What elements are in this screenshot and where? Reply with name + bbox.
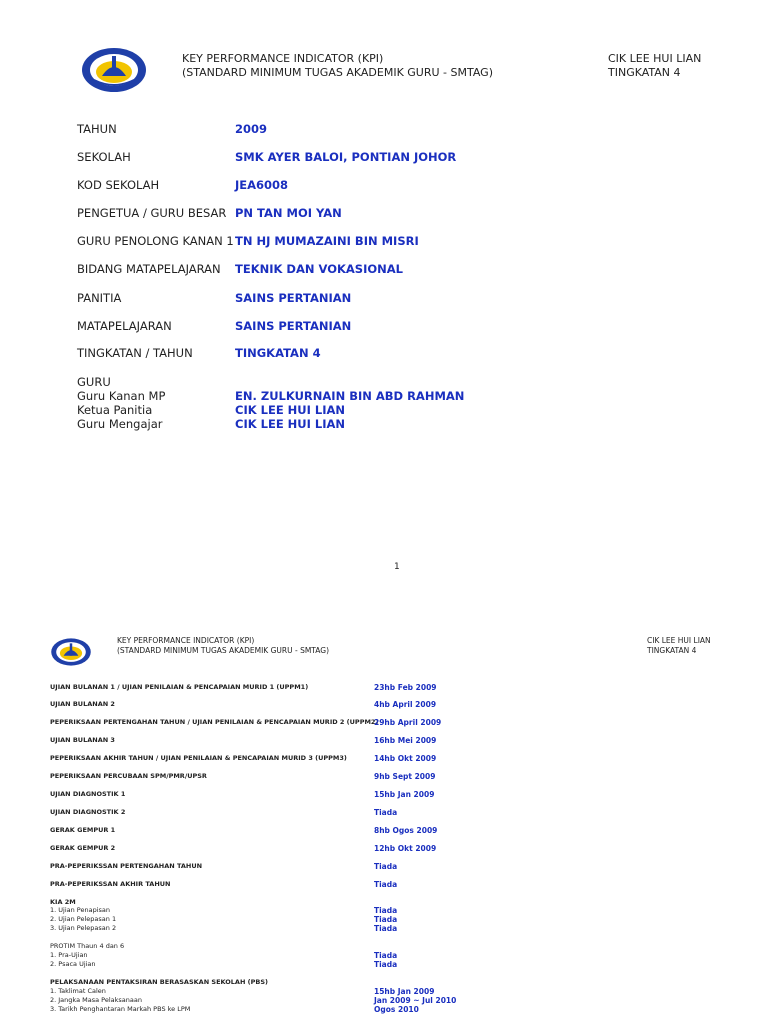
protim-item-2: 2. Psaca Ujian bbox=[50, 960, 96, 968]
exam-label-uppm2: PEPERIKSAAN PERTENGAHAN TAHUN / UJIAN PENILAIAN & PENCAPAIAN MURID 2 (UPPM2) bbox=[50, 718, 379, 726]
exam-date-uppm3: 14hb Okt 2009 bbox=[374, 754, 437, 763]
exam-label-diagnostik1: UJIAN DIAGNOSTIK 1 bbox=[50, 790, 126, 798]
header2-title: KEY PERFORMANCE INDICATOR (KPI) (STANDARD MINIMUM TUGAS AKADEMIK GURU - SMTAG) bbox=[117, 636, 330, 655]
guru-value-ketua: CIK LEE HUI LIAN bbox=[235, 403, 346, 417]
pbs-value-3: Ogos 2010 bbox=[374, 1005, 419, 1014]
field-value-kod: JEA6008 bbox=[235, 178, 289, 192]
field-label-tingkatan: TINGKATAN / TAHUN bbox=[77, 346, 193, 360]
header-title: KEY PERFORMANCE INDICATOR (KPI) (STANDARD MINIMUM TUGAS AKADEMIK GURU - SMTAG) bbox=[182, 52, 493, 79]
field-value-gpk1: TN HJ MUMAZAINI BIN MISRI bbox=[235, 234, 419, 248]
exam-label-ub3: UJIAN BULANAN 3 bbox=[50, 736, 115, 744]
exam-date-gempur1: 8hb Ogos 2009 bbox=[374, 826, 438, 835]
pbs-item-1: 1. Taklimat Calen bbox=[50, 987, 106, 995]
ppd-logo-small bbox=[50, 637, 92, 667]
exam-label-gempur1: GERAK GEMPUR 1 bbox=[50, 826, 116, 834]
guru-heading: GURU bbox=[77, 375, 111, 389]
field-label-kod: KOD SEKOLAH bbox=[77, 178, 160, 192]
field-label-sekolah: SEKOLAH bbox=[77, 150, 131, 164]
guru-label-mengajar: Guru Mengajar bbox=[77, 417, 163, 431]
exam-label-gempur2: GERAK GEMPUR 2 bbox=[50, 844, 116, 852]
exam-label-pra-pertengahan: PRA-PEPERIKSSAN PERTENGAHAN TAHUN bbox=[50, 862, 203, 870]
group-heading-protim: PROTIM Thaun 4 dan 6 bbox=[50, 942, 125, 950]
exam-date-pra-pertengahan: Tiada bbox=[374, 862, 398, 871]
exam-label-uppm3: PEPERIKSAAN AKHIR TAHUN / UJIAN PENILAIAN & PENCAPAIAN MURID 3 (UPPM3) bbox=[50, 754, 347, 762]
header2-teacher: CIK LEE HUI LIAN TINGKATAN 4 bbox=[647, 636, 711, 655]
kia2m-value-3: Tiada bbox=[374, 924, 398, 933]
page-number: 1 bbox=[394, 562, 400, 572]
field-value-panitia: SAINS PERTANIAN bbox=[235, 291, 352, 305]
field-label-bidang: BIDANG MATAPELAJARAN bbox=[77, 262, 221, 276]
group-heading-kia2m: KIA 2M bbox=[50, 898, 76, 906]
field-value-tingkatan: TINGKATAN 4 bbox=[235, 346, 321, 360]
kia2m-value-1: Tiada bbox=[374, 906, 398, 915]
exam-date-pra-akhir: Tiada bbox=[374, 880, 398, 889]
protim-item-1: 1. Pra-Ujian bbox=[50, 951, 88, 959]
exam-label-uppm1: UJIAN BULANAN 1 / UJIAN PENILAIAN & PENCAPAIAN MURID 1 (UPPM1) bbox=[50, 683, 309, 691]
exam-date-uppm1: 23hb Feb 2009 bbox=[374, 683, 437, 692]
field-label-gpk1: GURU PENOLONG KANAN 1 bbox=[77, 234, 234, 248]
guru-label-ketua: Ketua Panitia bbox=[77, 403, 153, 417]
group-heading-pbs: PELAKSANAAN PENTAKSIRAN BERASASKAN SEKOLAH (PBS) bbox=[50, 978, 269, 986]
exam-date-ub3: 16hb Mei 2009 bbox=[374, 736, 437, 745]
field-value-pengetua: PN TAN MOI YAN bbox=[235, 206, 342, 220]
kia2m-value-2: Tiada bbox=[374, 915, 398, 924]
pbs-value-2: Jan 2009 ~ Jul 2010 bbox=[374, 996, 457, 1005]
protim-value-1: Tiada bbox=[374, 951, 398, 960]
protim-value-2: Tiada bbox=[374, 960, 398, 969]
exam-date-diagnostik2: Tiada bbox=[374, 808, 398, 817]
exam-label-ub2: UJIAN BULANAN 2 bbox=[50, 700, 115, 708]
exam-label-pra-akhir: PRA-PEPERIKSSAN AKHIR TAHUN bbox=[50, 880, 171, 888]
exam-date-percubaan: 9hb Sept 2009 bbox=[374, 772, 436, 781]
pbs-item-3: 3. Tarikh Penghantaran Markah PBS ke LPM bbox=[50, 1005, 191, 1013]
exam-date-gempur2: 12hb Okt 2009 bbox=[374, 844, 437, 853]
exam-label-diagnostik2: UJIAN DIAGNOSTIK 2 bbox=[50, 808, 126, 816]
guru-value-mengajar: CIK LEE HUI LIAN bbox=[235, 417, 346, 431]
exam-label-percubaan: PEPERIKSAAN PERCUBAAN SPM/PMR/UPSR bbox=[50, 772, 207, 780]
field-value-matapelajaran: SAINS PERTANIAN bbox=[235, 319, 352, 333]
field-label-matapelajaran: MATAPELAJARAN bbox=[77, 319, 172, 333]
kia2m-item-2: 2. Ujian Pelepasan 1 bbox=[50, 915, 117, 923]
guru-value-kanan: EN. ZULKURNAIN BIN ABD RAHMAN bbox=[235, 389, 465, 403]
guru-label-kanan: Guru Kanan MP bbox=[77, 389, 166, 403]
field-value-bidang: TEKNIK DAN VOKASIONAL bbox=[235, 262, 403, 276]
header-teacher: CIK LEE HUI LIAN TINGKATAN 4 bbox=[608, 52, 702, 79]
kia2m-item-3: 3. Ujian Pelepasan 2 bbox=[50, 924, 117, 932]
ppd-logo bbox=[80, 46, 148, 94]
field-value-sekolah: SMK AYER BALOI, PONTIAN JOHOR bbox=[235, 150, 457, 164]
field-label-tahun: TAHUN bbox=[77, 122, 117, 136]
pbs-item-2: 2. Jangka Masa Pelaksanaan bbox=[50, 996, 142, 1004]
pbs-value-1: 15hb Jan 2009 bbox=[374, 987, 435, 996]
field-value-tahun: 2009 bbox=[235, 122, 268, 136]
kia2m-item-1: 1. Ujian Penapisan bbox=[50, 906, 111, 914]
field-label-pengetua: PENGETUA / GURU BESAR bbox=[77, 206, 227, 220]
exam-date-uppm2: 29hb April 2009 bbox=[374, 718, 442, 727]
exam-date-ub2: 4hb April 2009 bbox=[374, 700, 437, 709]
exam-date-diagnostik1: 15hb Jan 2009 bbox=[374, 790, 435, 799]
field-label-panitia: PANITIA bbox=[77, 291, 122, 305]
